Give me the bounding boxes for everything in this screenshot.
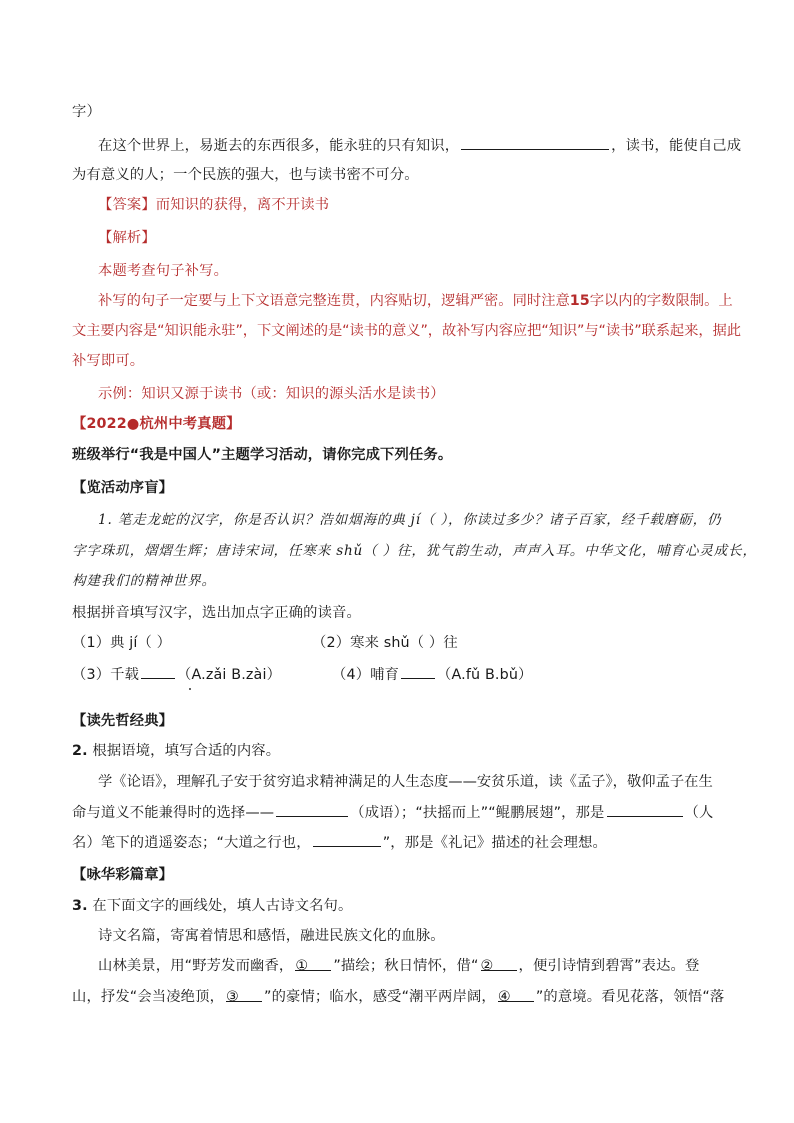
- analysis-tag: [98, 228, 724, 248]
- q1-option-row: [72, 633, 724, 653]
- answer-line: [98, 195, 724, 215]
- fill-blank: [497, 987, 534, 1005]
- text: 山林美景，用“野芳发而幽香，: [98, 958, 294, 974]
- section-heading: [72, 478, 724, 498]
- q1-passage-line: [72, 541, 757, 561]
- emphasis-dot: [189, 688, 191, 690]
- text: 名）笔下的逍遥姿态；“大道之行也，: [72, 835, 311, 851]
- analysis-line: [98, 261, 724, 281]
- q2-title: [72, 741, 724, 761]
- text: 1. 笔走龙蛇的汉字，你是否认识？浩如烟海的典 jí（ ），你读过多少？诸子百家，经千载磨砺，仍: [98, 512, 722, 528]
- fill-blank: [276, 802, 348, 817]
- text: 在下面文字的画线处，填人古诗文名句。: [87, 898, 353, 914]
- text: 补写的句子一定要与上下文语意完整连贯，内容贴切，逻辑严密。同时注意: [98, 293, 570, 309]
- text: ”，那是《礼记》描述的社会理想。: [382, 835, 607, 851]
- text: 班级举行“我是中国人”主题学习活动，请你完成下列任务。: [72, 447, 453, 463]
- text: 根据拼音填写汉字，选出加点字正确的读音。: [72, 605, 361, 621]
- example-line: [98, 384, 724, 404]
- text: 【览活动序盲】: [72, 480, 174, 496]
- option: （1）典 jí（ ）: [72, 635, 172, 651]
- q1-instruction: [72, 603, 724, 623]
- analysis-line: [98, 291, 733, 311]
- fill-blank: [295, 956, 331, 974]
- option: （4）哺育: [332, 667, 400, 683]
- q3-line: [98, 926, 724, 946]
- text: 命与道义不能兼得时的选择——: [72, 805, 275, 821]
- text: ，便引诗情到碧霄”表达。登: [518, 958, 700, 974]
- text: 字）: [72, 104, 101, 120]
- text: 为有意义的人；一个民族的强大，也与读书密不可分。: [72, 167, 419, 183]
- q1-passage-line: [72, 571, 724, 591]
- option-choices: （A.zǎi B.zài）: [177, 667, 282, 683]
- blank-marker: ③: [226, 989, 239, 1005]
- text: 【解析】: [98, 230, 156, 246]
- q3-line: [72, 987, 724, 1007]
- blank-marker: ①: [295, 958, 309, 974]
- section-heading: [72, 711, 724, 731]
- q2-line: [98, 772, 724, 792]
- q2-line: [72, 832, 724, 853]
- text: ”的豪情；临水，感受“潮平两岸阔，: [264, 989, 496, 1005]
- text: 根据语境，填写合适的内容。: [87, 743, 281, 759]
- text: ，读书，能使自己成: [611, 138, 742, 154]
- text: ”描绘；秋日情怀，借“: [333, 958, 479, 974]
- q1-passage-line: [98, 510, 724, 530]
- option: （2）寒来 shǔ（ ）往: [312, 635, 458, 651]
- text: 字字珠玑，熠熠生辉；唐诗宋词，任寒来 shǔ（ ）往，犹气韵生动，声声入耳。中华文化，哺育心灵成长，: [72, 543, 757, 559]
- text: 【咏华彩篇章】: [72, 867, 174, 883]
- text: （成语）；“扶摇而上”“鲲鹏展翅”，那是: [350, 805, 605, 821]
- section-heading: [72, 865, 724, 885]
- question-number: 2.: [72, 743, 88, 759]
- number: 15: [569, 293, 590, 309]
- q3-line: [98, 956, 724, 976]
- text: 诗文名篇，寄寓着情思和感悟，融进民族文化的血脉。: [98, 928, 445, 944]
- fill-blank: [480, 956, 517, 974]
- text-line: [98, 135, 742, 156]
- text: 本题考查句子补写。: [98, 263, 229, 279]
- answer-text: 而知识的获得，离不开读书: [155, 197, 330, 213]
- fill-blank: [607, 802, 683, 817]
- fill-blank: [313, 832, 381, 847]
- text: 补写即可。: [72, 353, 145, 369]
- q3-title: [72, 896, 724, 916]
- text-line: [72, 102, 724, 122]
- exam-tag: [72, 414, 724, 434]
- option-choices: （A.fǔ B.bǔ）: [437, 667, 533, 683]
- text: （人: [684, 805, 714, 821]
- blank-marker: ②: [480, 958, 494, 974]
- fill-blank: [141, 664, 175, 679]
- analysis-line: [72, 321, 741, 341]
- fill-blank: [401, 664, 435, 679]
- task-intro: [72, 445, 724, 465]
- fill-blank: [226, 987, 262, 1005]
- blank-marker: ④: [497, 989, 511, 1005]
- text: 【读先哲经典】: [72, 713, 174, 729]
- text: ”的意境。看见花落，领悟“落: [535, 989, 725, 1005]
- analysis-line: [72, 351, 724, 371]
- text: 文主要内容是“知识能永驻”，下文阐述的是“读书的意义”，故补写内容应把“知识”与“读书”联系起来，据此: [72, 323, 741, 339]
- option: （3）千载: [72, 667, 140, 683]
- text: 【2022●杭州中考真题】: [72, 416, 241, 432]
- text: 构建我们的精神世界。: [72, 573, 216, 589]
- question-number: 3.: [72, 898, 88, 914]
- fill-blank: [461, 135, 609, 150]
- answer-tag: 【答案】: [98, 197, 156, 213]
- text: 示例：知识又源于读书（或：知识的源头活水是读书）: [98, 386, 445, 402]
- text: 学《论语》，理解孔子安于贫穷追求精神满足的人生态度——安贫乐道，读《孟子》，敬仰孟子在生: [98, 774, 713, 790]
- text: 在这个世界上，易逝去的东西很多，能永驻的只有知识，: [98, 138, 460, 154]
- text: 字以内的字数限制。上: [589, 293, 733, 309]
- q2-line: [72, 802, 724, 823]
- text-line: [72, 165, 724, 185]
- q1-option-row: [72, 664, 724, 685]
- text: 山，抒发“会当凌绝顶，: [72, 989, 225, 1005]
